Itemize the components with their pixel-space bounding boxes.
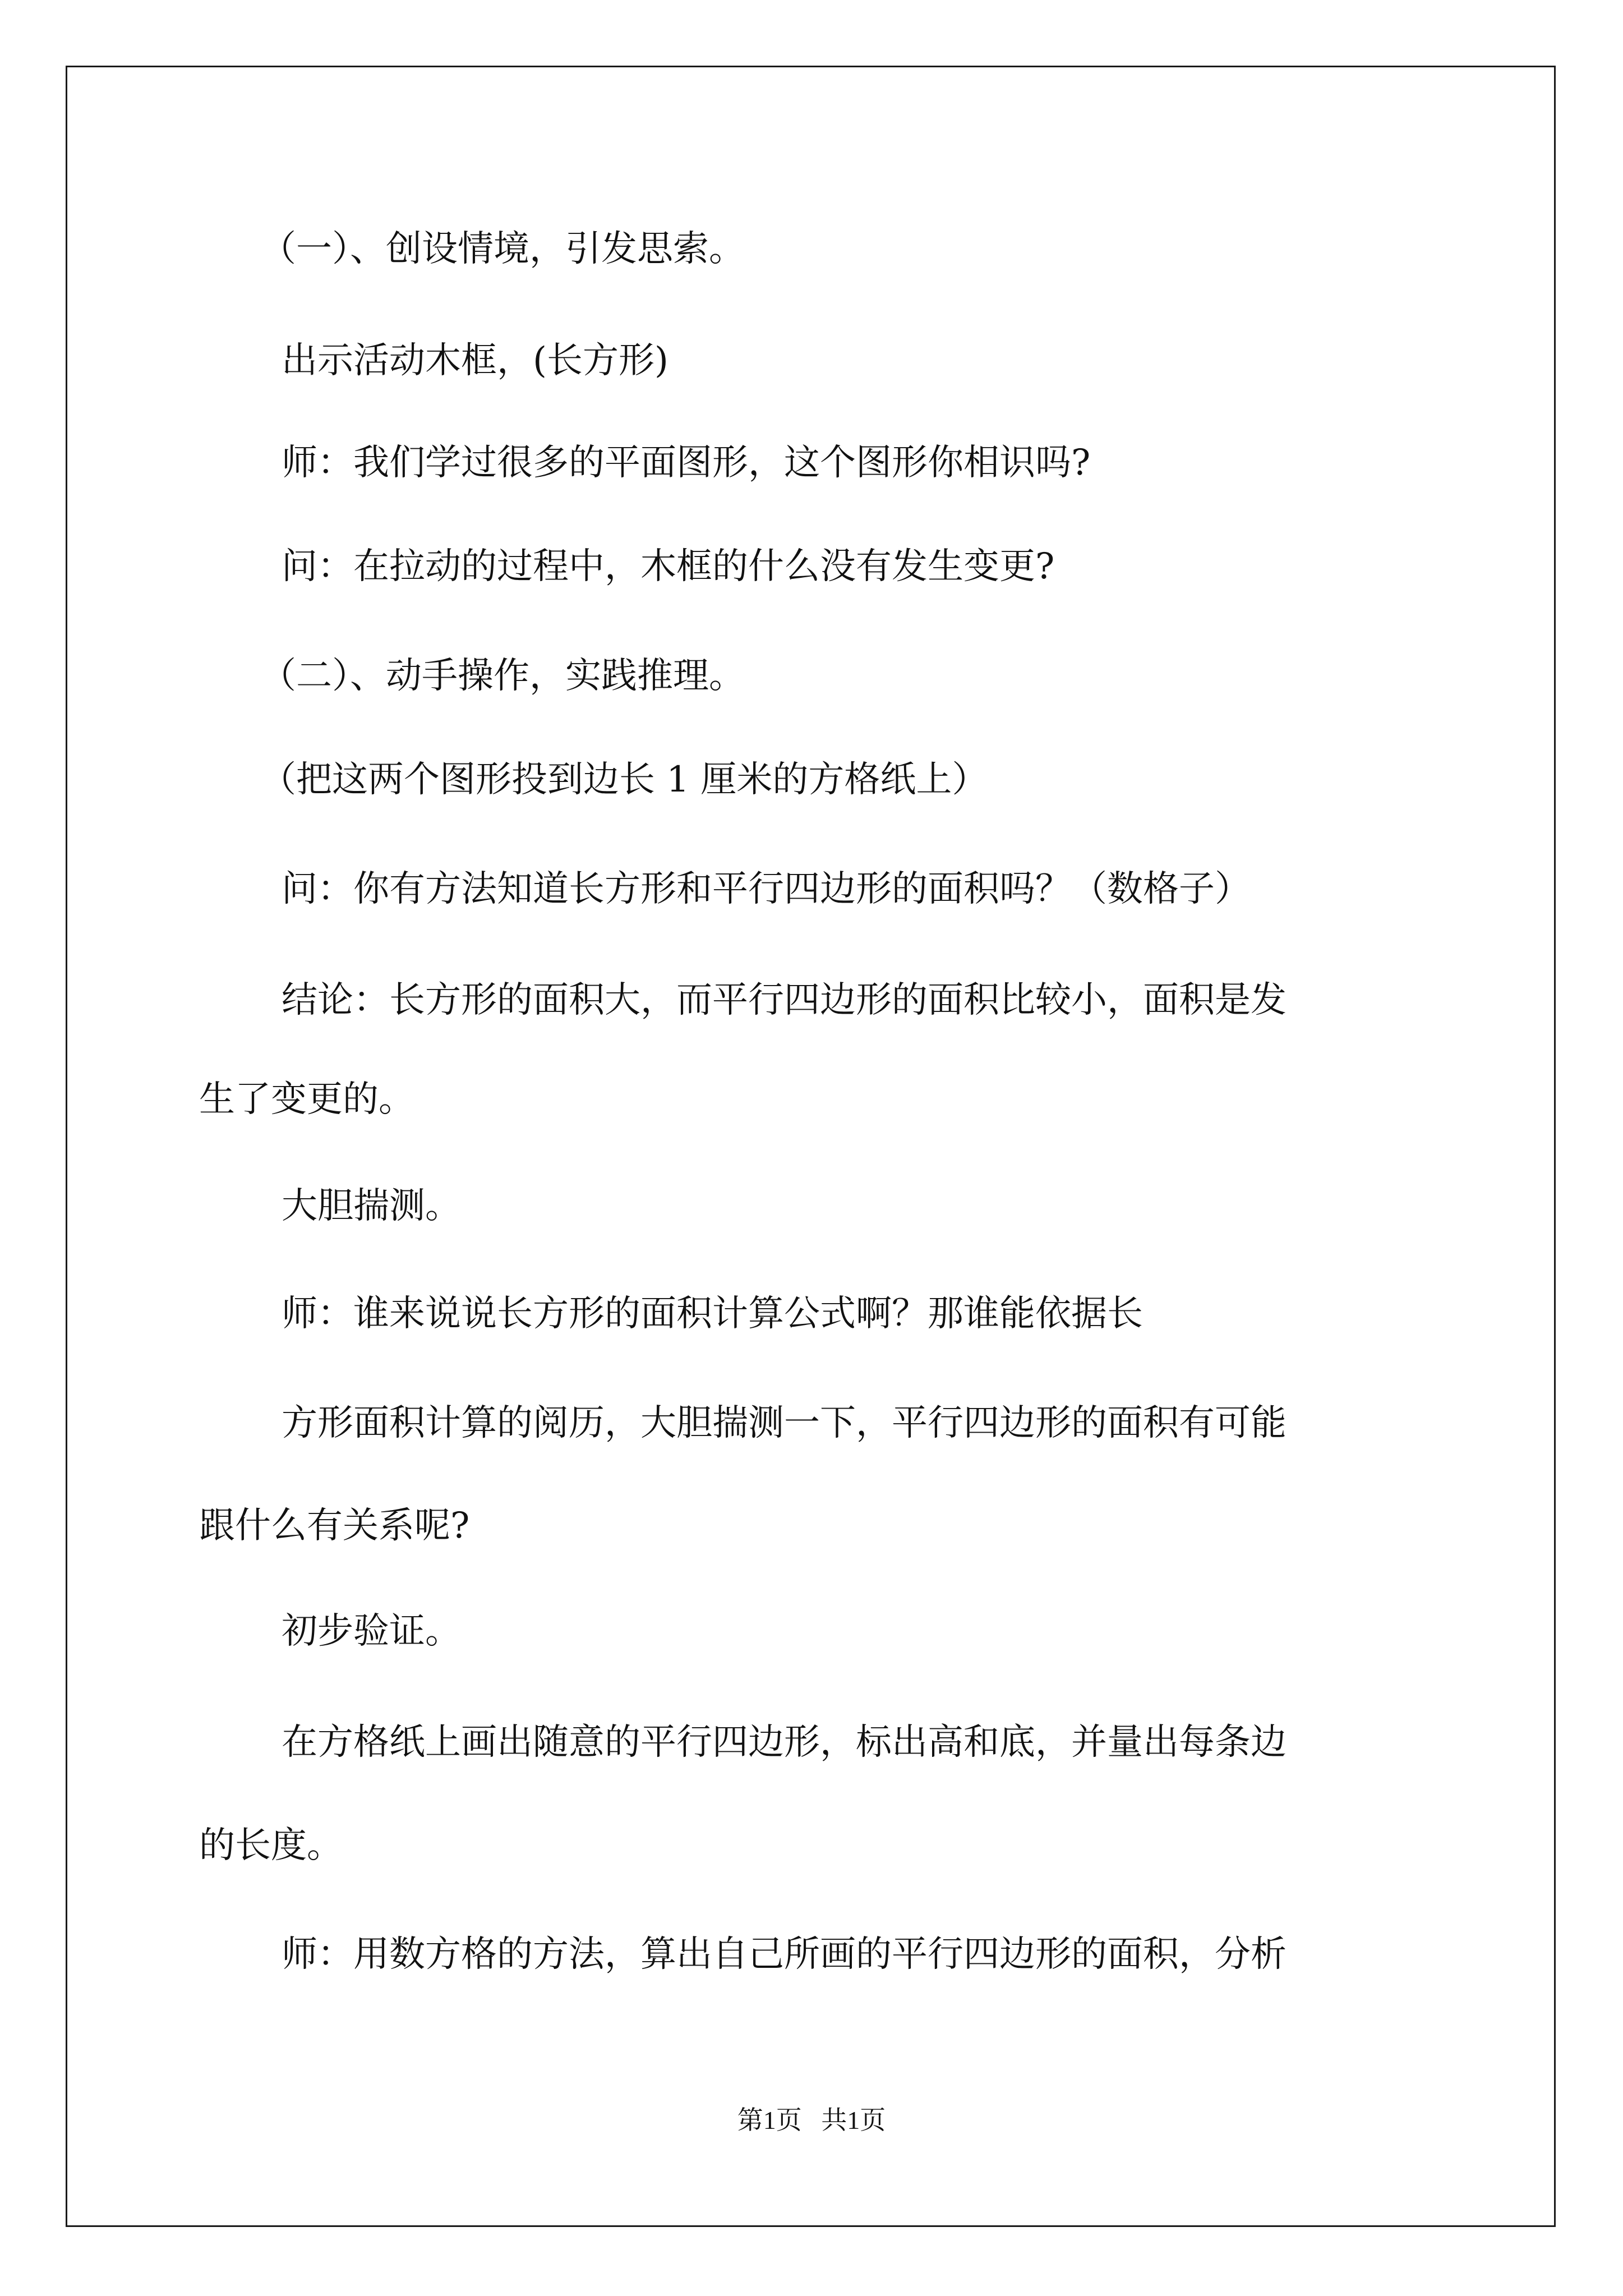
- page-border: [66, 66, 1556, 2227]
- text-line-13: 跟什么有关系呢?: [199, 1505, 470, 1547]
- text-line-5: （二）、动手操作，实践推理。: [260, 655, 745, 697]
- text-line-7: 问：你有方法知道长方形和平行四边形的面积吗？（数格子）: [282, 868, 1251, 910]
- text-line-16: 的长度。: [199, 1825, 343, 1866]
- text-line-14: 初步验证。: [282, 1611, 461, 1652]
- text-line-9: 生了变更的。: [199, 1079, 414, 1120]
- text-line-6: （把这两个图形投到边长 1 厘米的方格纸上）: [260, 759, 988, 800]
- text-line-11: 师：谁来说说长方形的面积计算公式啊？那谁能依据长: [282, 1293, 1143, 1335]
- text-line-2: 出示活动木框，(长方形): [282, 340, 668, 381]
- text-line-8: 结论：长方形的面积大，而平行四边形的面积比较小，面积是发: [282, 979, 1287, 1021]
- text-line-12: 方形面积计算的阅历，大胆揣测一下，平行四边形的面积有可能: [282, 1402, 1287, 1444]
- text-line-15: 在方格纸上画出随意的平行四边形，标出高和底，并量出每条边: [282, 1722, 1287, 1763]
- text-line-10: 大胆揣测。: [282, 1185, 461, 1227]
- text-line-17: 师：用数方格的方法，算出自己所画的平行四边形的面积，分析: [282, 1934, 1287, 1975]
- text-line-1: （一）、创设情境，引发思索。: [260, 228, 745, 270]
- text-line-4: 问：在拉动的过程中，木框的什么没有发生变更?: [282, 546, 1055, 587]
- text-line-3: 师：我们学过很多的平面图形，这个图形你相识吗?: [282, 442, 1091, 484]
- page-footer: 第1页 共1页: [737, 2106, 886, 2134]
